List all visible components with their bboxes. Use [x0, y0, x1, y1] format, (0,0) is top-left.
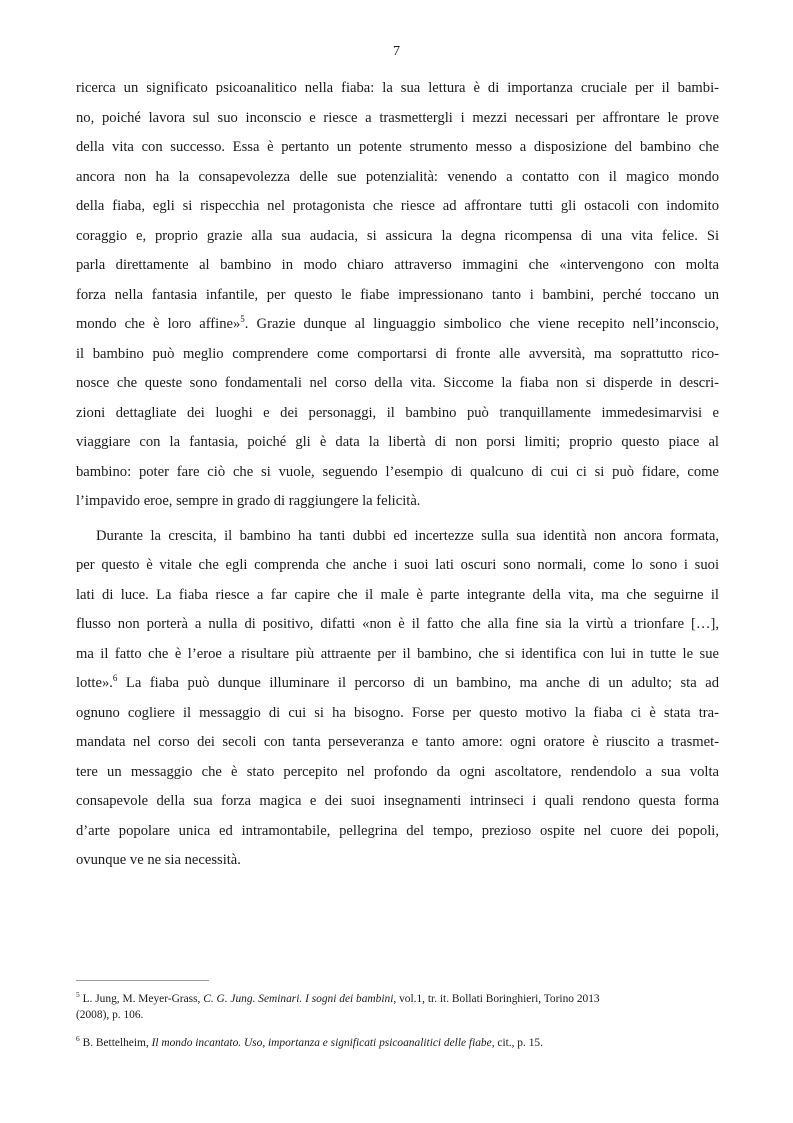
- text-line: ma il fatto che è l’eroe a risultare più attraente per il bambino, che si identifica con lui in tutte le sue: [76, 645, 719, 662]
- text-line: [76, 310, 719, 340]
- text-line: no, poiché lavora sul suo inconscio e riesce a trasmettergli i mezzi necessari per affrontare le prove: [76, 109, 719, 126]
- text-line: ognuno cogliere il messaggio di cui si ha bisogno. Forse per questo motivo la fiaba ci è stata tra-: [76, 704, 719, 721]
- text-line: l’impavido eroe, sempre in grado di raggiungere la felicità.: [76, 493, 421, 509]
- quote-end-text: lotte».: [76, 675, 113, 691]
- footnote-mark: 6: [76, 1034, 80, 1044]
- text-line: tere un messaggio che è stato percepito nel profondo da ogni ascoltatore, rendendolo a sua volta: [76, 763, 719, 780]
- footnote-ref-6[interactable]: 6: [112, 673, 118, 684]
- text-line: per questo è vitale che egli comprenda che anche i suoi lati oscuri sono normali, come lo sono i suoi: [76, 557, 719, 573]
- text-line: flusso non porterà a nulla di positivo, difatti «non è il fatto che alla fine sia la virtù a trionfare […],: [76, 616, 719, 632]
- footnote-line: [76, 1035, 719, 1051]
- text-line: nosce che queste sono fondamentali nel corso della vita. Siccome la fiaba non si disperde in descri-: [76, 375, 719, 391]
- footnote-line: [76, 991, 719, 1007]
- text-line: ricerca un significato psicoanalitico nella fiaba: la sua lettura è di importanza cruciale per il bambi-: [76, 80, 719, 96]
- text-line: mandata nel corso dei secoli con tanta perseveranza e tanto amore: ogni oratore è riuscito a trasmet-: [76, 734, 719, 750]
- text-line: forza nella fantasia infantile, per questo le fiabe impressionano tanto i bambini, perché toccano un: [76, 286, 719, 303]
- text-line: della fiaba, egli si rispecchia nel protagonista che riesce ad affrontare tutti gli ostacoli con indomito: [76, 198, 719, 214]
- footnote-6: [76, 1035, 719, 1051]
- footnote-authors: B. Bettelheim,: [79, 1037, 152, 1049]
- text-line: lati di luce. La fiaba riesce a far capire che il male è parte integrante della vita, ma che seguirne il: [76, 586, 719, 603]
- footnote-separator: [76, 980, 209, 981]
- body-text: [76, 74, 719, 876]
- text-line: [76, 669, 719, 699]
- text-line: bambino: poter fare ciò che si vuole, seguendo l’esempio di qualcuno di cui ci si può fidare, come: [76, 463, 719, 480]
- footnote-authors: L. Jung, M. Meyer-Grass,: [79, 993, 204, 1005]
- page-number: 7: [393, 44, 400, 59]
- text-line: consapevole della sua forza magica e dei suoi insegnamenti intrinseci i quali rendono questa forma: [76, 793, 719, 809]
- text-line: viaggiare con la fantasia, poiché gli è data la libertà di non porsi limiti; proprio questo piace al: [76, 434, 719, 450]
- text-line: della vita con successo. Essa è pertanto un potente strumento messo a disposizione del bambino che: [76, 139, 719, 155]
- footnote-line: (2008), p. 106.: [76, 1009, 144, 1021]
- footnote-citation: vol.1, tr. it. Bollati Boringhieri, Torino 2013: [396, 993, 600, 1005]
- footnote-citation: , cit., p. 15.: [491, 1037, 543, 1049]
- paragraph-2: [76, 522, 719, 876]
- text-line: zioni dettagliate dei luoghi e dei personaggi, il bambino può tranquillamente immedesimarvisi e: [76, 404, 719, 421]
- text-line: ovunque ve ne sia necessità.: [76, 852, 241, 868]
- text-fragment: . Grazie dunque al linguaggio simbolico che viene recepito nell’inconscio,: [244, 316, 719, 332]
- paragraph-1: [76, 74, 719, 517]
- quote-end-text: mondo che è loro affine»: [76, 316, 241, 332]
- text-line: parla direttamente al bambino in modo chiaro attraverso immagini che «intervengono con molta: [76, 257, 719, 273]
- footnote-ref-5[interactable]: 5: [240, 314, 245, 325]
- footnote-mark: 5: [76, 990, 80, 1000]
- text-line: il bambino può meglio comprendere come comportarsi di fronte alle avversità, ma soprattutto rico-: [76, 345, 719, 362]
- footnote-title: C. G. Jung. Seminari. I sogni dei bambini,: [203, 993, 397, 1005]
- text-line: Durante la crescita, il bambino ha tanti dubbi ed incertezze sulla sua identità non ancora formata,: [96, 527, 719, 544]
- text-line: ancora non ha la consapevolezza delle sue potenzialità: venendo a contatto con il magico mondo: [76, 168, 719, 185]
- text-line: coraggio e, proprio grazie alla sua audacia, si assicura la degna ricompensa di una vita felice. Si: [76, 227, 719, 244]
- footnotes: [76, 991, 719, 1051]
- text-line: d’arte popolare unica ed intramontabile, pellegrina del tempo, prezioso ospite nel cuore dei popoli,: [76, 822, 719, 839]
- text-fragment: La fiaba può dunque illuminare il percorso di un bambino, ma anche di un adulto; sta ad: [117, 675, 719, 691]
- footnote-5: [76, 991, 719, 1023]
- footnote-title: Il mondo incantato. Uso, importanza e significati psicoanalitici delle fiabe: [151, 1037, 492, 1049]
